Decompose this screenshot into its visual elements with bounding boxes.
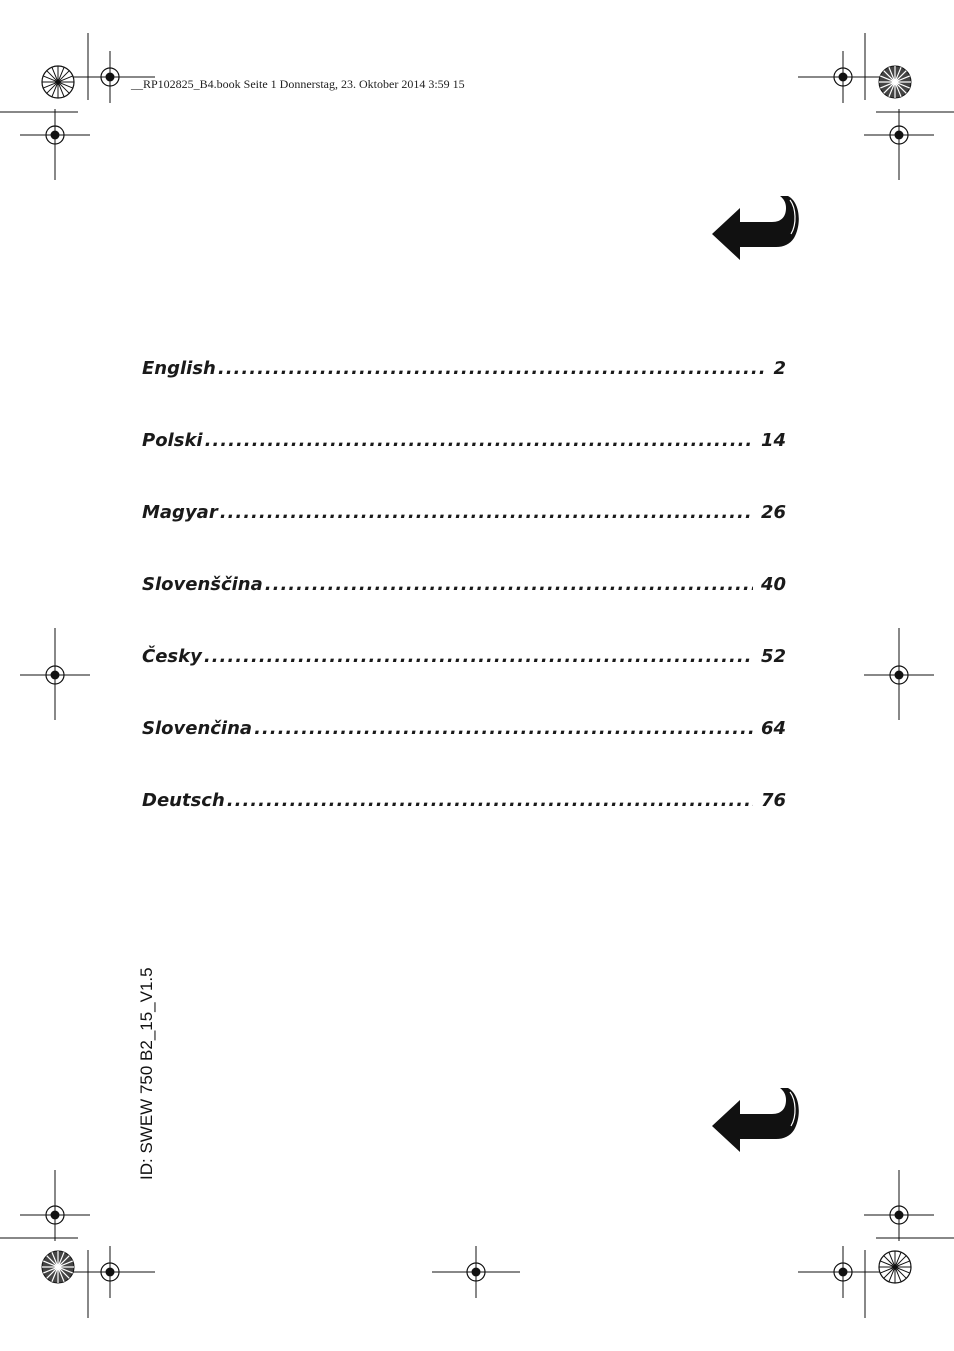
toc-dot-leader: [220, 502, 753, 523]
toc-entry-label: English: [142, 358, 216, 379]
toc-entry-english[interactable]: [142, 358, 786, 430]
toc-dot-leader: [218, 358, 766, 379]
toc-entry-page: 40: [760, 574, 786, 595]
toc-entry-page: 52: [760, 646, 786, 667]
toc-entry-cesky[interactable]: [142, 646, 786, 718]
toc-entry-deutsch[interactable]: [142, 790, 786, 862]
toc-entry-page: 2: [773, 358, 786, 379]
radial-color-target-icon: [42, 1251, 74, 1283]
toc-entry-label: Deutsch: [142, 790, 225, 811]
radial-color-target-icon: [42, 66, 74, 98]
radial-color-target-icon: [879, 1251, 911, 1283]
toc-entry-page: 26: [760, 502, 786, 523]
toc-entry-label: Slovenčina: [142, 718, 253, 739]
toc-entry-label: Slovenščina: [142, 574, 263, 595]
toc-dot-leader: [265, 574, 753, 595]
toc-entry-label: Polski: [142, 430, 203, 451]
toc-dot-leader: [254, 718, 753, 739]
curved-return-arrow-icon: [710, 194, 802, 262]
toc-dot-leader: [204, 646, 753, 667]
toc-entry-slovenscina[interactable]: [142, 574, 786, 646]
toc-entry-magyar[interactable]: [142, 502, 786, 574]
radial-color-target-icon: [879, 66, 911, 98]
print-header-line: __RP102825_B4.book Seite 1 Donnerstag, 23. Oktober 2014 3:59 15: [131, 77, 465, 91]
table-of-contents: [142, 358, 786, 862]
toc-entry-slovencina[interactable]: [142, 718, 786, 790]
toc-entry-page: 14: [760, 430, 786, 451]
toc-entry-page: 76: [760, 790, 786, 811]
toc-entry-page: 64: [760, 718, 786, 739]
toc-dot-leader: [205, 430, 753, 451]
curved-return-arrow-icon: [710, 1086, 802, 1154]
toc-entry-label: Magyar: [142, 502, 218, 523]
toc-dot-leader: [227, 790, 753, 811]
toc-entry-polski[interactable]: [142, 430, 786, 502]
toc-entry-label: Česky: [142, 646, 202, 667]
document-id: ID: SWEW 750 B2_15_V1.5: [137, 967, 156, 1180]
